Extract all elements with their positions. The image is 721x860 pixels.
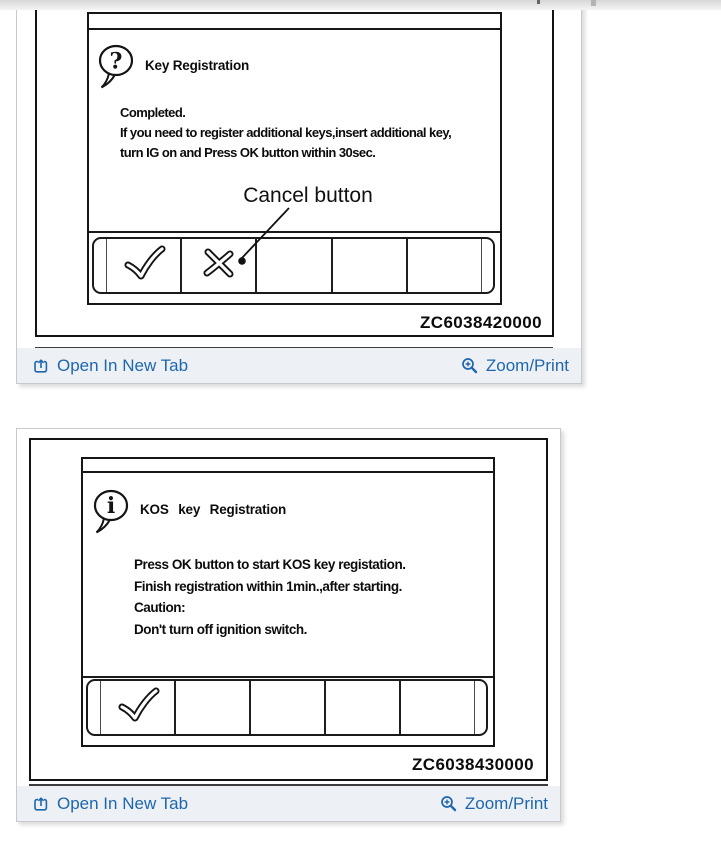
dialog-title: Key Registration	[145, 58, 250, 73]
button-bar-margin	[94, 239, 106, 292]
dialog-text-line: Press OK button to start KOS key registation.	[134, 557, 406, 572]
dialog-body	[120, 103, 451, 163]
dialog-button-blank	[174, 681, 249, 734]
figure-toolbar	[17, 786, 560, 821]
toolbar-remnant-mark	[537, 0, 540, 4]
dialog-illustration	[81, 457, 495, 747]
question-bubble-icon	[96, 44, 136, 95]
dialog-title-strip	[89, 14, 500, 30]
zoom-print-link[interactable]	[461, 356, 569, 376]
zoom-print-link[interactable]	[440, 794, 548, 814]
dialog-button-blank	[399, 681, 474, 734]
figure-code: ZC6038420000	[419, 313, 542, 332]
dialog-text-line: turn IG on and Press OK button within 30sec.	[120, 145, 376, 160]
question-glyph: ?	[109, 48, 123, 75]
toolbar-remnant-mark	[591, 0, 596, 6]
magnifier-plus-icon	[461, 357, 479, 375]
dialog-title: KOS key Registration	[140, 502, 287, 517]
zoom-print-label: Zoom/Print	[464, 793, 548, 813]
figure-card-1	[16, 0, 582, 384]
open-in-new-tab-label: Open In New Tab	[57, 793, 189, 813]
check-icon	[121, 244, 167, 287]
figure-code: ZC6038430000	[411, 755, 534, 774]
dialog-button-bar	[92, 237, 495, 294]
callout-label: Cancel button	[243, 184, 373, 207]
dialog-text-line: If you need to register additional keys,insert additional key,	[120, 125, 452, 140]
figure-image-frame	[29, 438, 548, 781]
figure-image-frame	[35, 0, 554, 337]
info-glyph: i	[106, 493, 116, 519]
x-icon	[199, 245, 239, 286]
dialog-button-bar	[86, 679, 488, 736]
open-in-new-tab-icon	[33, 357, 50, 374]
dialog-button-ok	[100, 681, 174, 734]
open-in-new-tab-link[interactable]	[33, 794, 188, 814]
dialog-text-line: Don't turn off ignition switch.	[134, 621, 307, 637]
dialog-text-line: Finish registration within 1min.,after starting.	[134, 578, 402, 594]
magnifier-plus-icon	[440, 795, 458, 813]
dialog-button-blank	[406, 239, 481, 292]
dialog-section-divider	[89, 231, 500, 233]
info-bubble-icon	[91, 489, 131, 540]
dialog-title-strip	[83, 459, 493, 473]
button-bar-margin	[474, 681, 486, 734]
dialog-button-blank	[249, 681, 324, 734]
dialog-button-blank	[324, 681, 399, 734]
dialog-button-ok	[106, 239, 180, 292]
open-in-new-tab-link[interactable]	[33, 356, 188, 376]
dialog-button-blank	[255, 239, 330, 292]
check-icon	[115, 686, 161, 729]
figure-toolbar	[17, 348, 581, 383]
zoom-print-label: Zoom/Print	[485, 355, 569, 375]
dialog-section-divider	[83, 676, 493, 678]
open-in-new-tab-label: Open In New Tab	[57, 355, 189, 375]
toolbar-edge	[0, 0, 721, 10]
dialog-text-line: Caution:	[134, 600, 186, 615]
button-bar-margin	[88, 681, 100, 734]
figure-card-2	[16, 428, 561, 822]
button-bar-margin	[481, 239, 493, 292]
dialog-button-cancel	[180, 239, 255, 292]
dialog-button-blank	[331, 239, 406, 292]
dialog-text-line: Completed.	[120, 105, 186, 120]
dialog-illustration	[87, 12, 502, 305]
open-in-new-tab-icon	[33, 795, 50, 812]
dialog-body	[134, 554, 406, 640]
